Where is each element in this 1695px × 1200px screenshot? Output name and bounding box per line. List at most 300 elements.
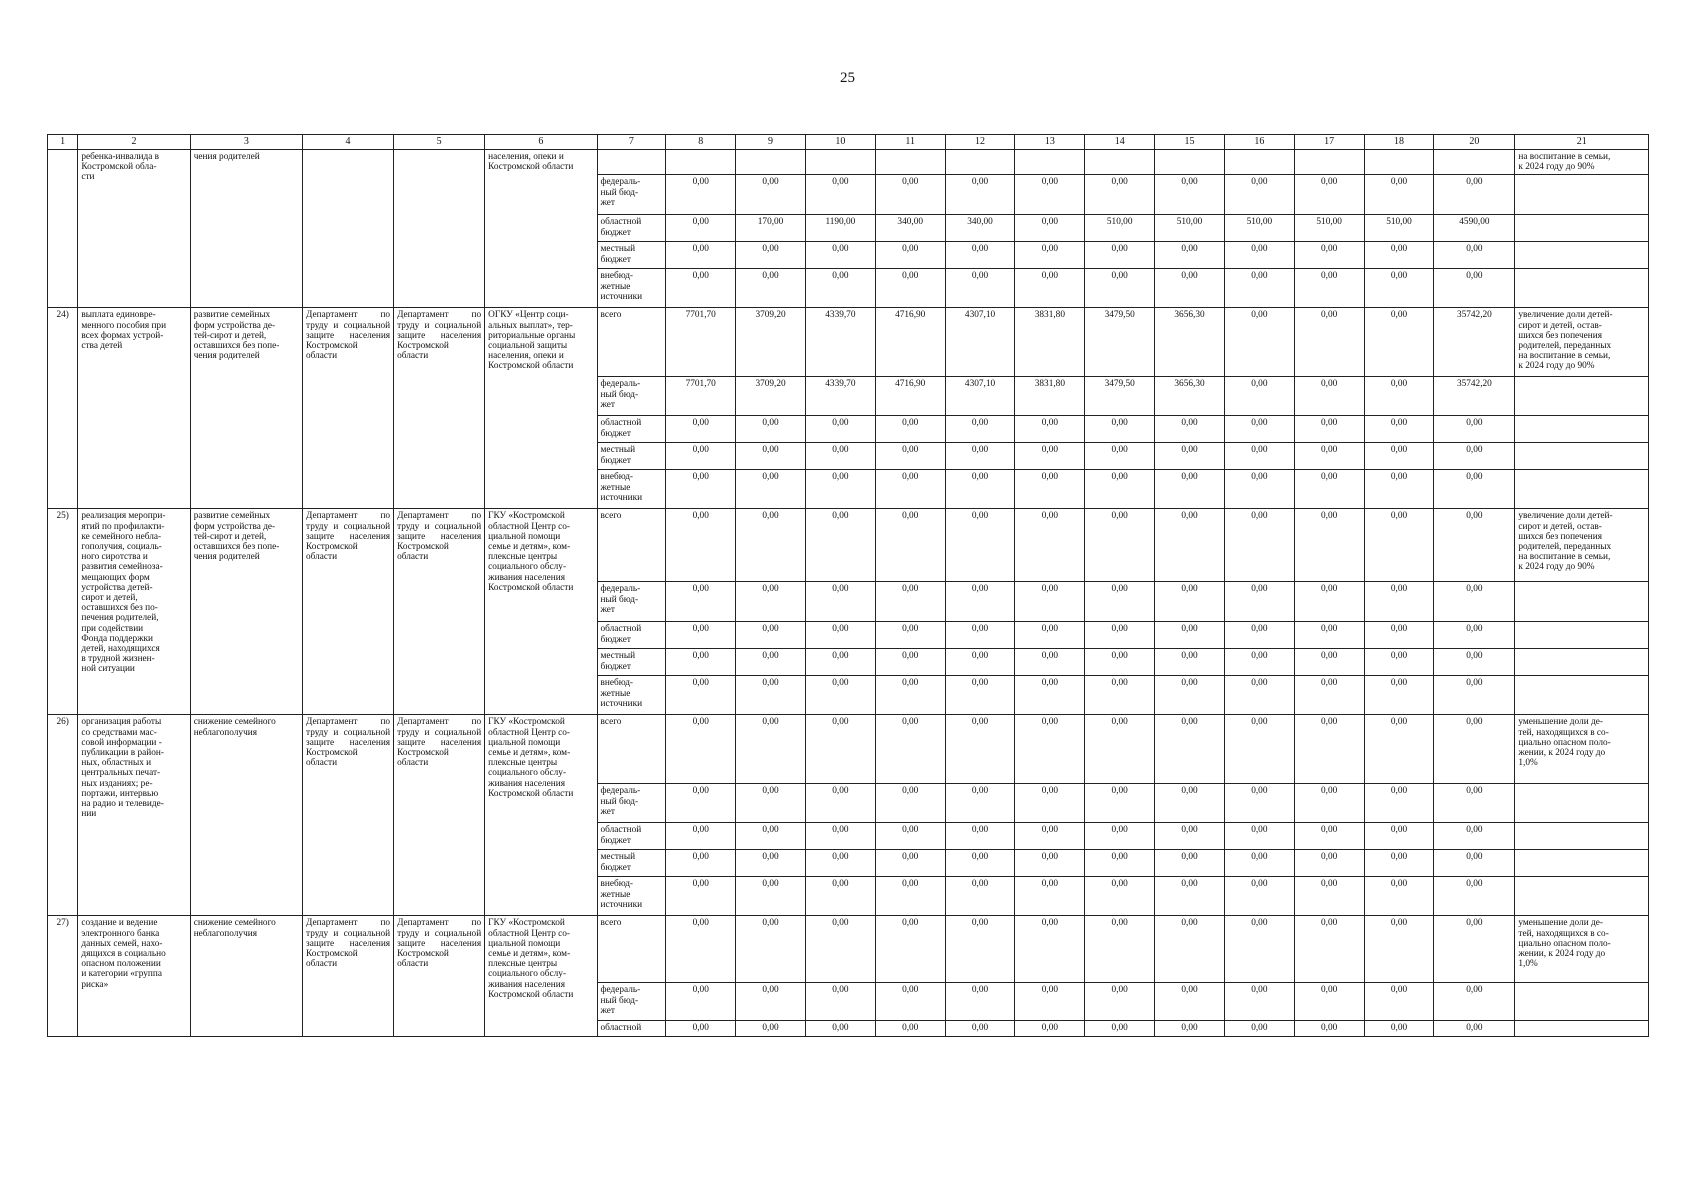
amount-cell: 0,00 xyxy=(1155,470,1225,509)
amount-cell: 0,00 xyxy=(736,649,806,676)
amount-cell: 0,00 xyxy=(736,823,806,850)
target-indicator-cell xyxy=(1515,622,1649,649)
funding-source-cell: всего xyxy=(597,715,666,784)
activity-number-cell: 27) xyxy=(48,916,78,1037)
amount-cell: 0,00 xyxy=(945,242,1015,269)
amount-cell: 0,00 xyxy=(945,983,1015,1021)
amount-cell: 0,00 xyxy=(1224,676,1294,715)
executor-cell: ГКУ «Костромской областной Центр со- циальной помощи семье и детям», ком- плексные центры социального обслу- живания населения Костромской области xyxy=(485,509,597,715)
amount-cell: 0,00 xyxy=(1224,443,1294,470)
amount-cell: 0,00 xyxy=(875,850,945,877)
amount-cell: 0,00 xyxy=(1085,1021,1155,1037)
table-row xyxy=(48,308,1649,377)
amount-cell: 0,00 xyxy=(1155,582,1225,622)
funding-source-cell: областной бюджет xyxy=(597,215,666,242)
amount-cell: 0,00 xyxy=(1294,242,1364,269)
amount-cell: 0,00 xyxy=(875,715,945,784)
amount-cell: 0,00 xyxy=(1085,649,1155,676)
amount-cell: 0,00 xyxy=(875,582,945,622)
task-cell: чения родителей xyxy=(190,150,302,308)
amount-cell: 0,00 xyxy=(1434,877,1515,916)
amount-cell: 0,00 xyxy=(1155,784,1225,823)
amount-cell: 0,00 xyxy=(736,269,806,308)
amount-cell: 0,00 xyxy=(666,470,736,509)
amount-cell: 0,00 xyxy=(736,509,806,582)
target-indicator-cell xyxy=(1515,784,1649,823)
amount-cell: 0,00 xyxy=(1224,877,1294,916)
funding-source-cell: всего xyxy=(597,509,666,582)
amount-cell: 0,00 xyxy=(805,715,875,784)
amount-cell: 0,00 xyxy=(1015,676,1085,715)
responsible-cell xyxy=(394,150,485,308)
activity-name-cell: реализация меропри- ятий по профилакти- ке семейного небла- гополучия, социаль- ного сиротства и развития семейноза- мещающих форм устройства детей- сирот и детей, оставшихся без по- печения родителей, при содействии Фонда поддержки детей, находящихся в трудной жизнен- ной ситуации xyxy=(78,509,190,715)
amount-cell: 0,00 xyxy=(1015,175,1085,215)
amount-cell: 0,00 xyxy=(1015,269,1085,308)
amount-cell: 0,00 xyxy=(805,1021,875,1037)
amount-cell xyxy=(1294,150,1364,175)
amount-cell: 0,00 xyxy=(1224,983,1294,1021)
amount-cell: 0,00 xyxy=(736,983,806,1021)
amount-cell: 0,00 xyxy=(1085,916,1155,983)
amount-cell: 0,00 xyxy=(736,242,806,269)
amount-cell: 0,00 xyxy=(666,877,736,916)
amount-cell: 0,00 xyxy=(1364,308,1434,377)
amount-cell: 0,00 xyxy=(1434,715,1515,784)
amount-cell: 0,00 xyxy=(945,715,1015,784)
column-number-cell: 14 xyxy=(1085,135,1155,150)
amount-cell xyxy=(1224,150,1294,175)
amount-cell: 0,00 xyxy=(1434,676,1515,715)
amount-cell: 3831,80 xyxy=(1015,377,1085,416)
amount-cell: 0,00 xyxy=(1085,416,1155,443)
amount-cell: 1190,00 xyxy=(805,215,875,242)
amount-cell: 3709,20 xyxy=(736,377,806,416)
amount-cell: 0,00 xyxy=(1294,877,1364,916)
amount-cell: 0,00 xyxy=(1155,443,1225,470)
amount-cell: 0,00 xyxy=(1085,443,1155,470)
amount-cell: 0,00 xyxy=(1224,850,1294,877)
amount-cell: 0,00 xyxy=(1224,622,1294,649)
amount-cell: 0,00 xyxy=(1085,269,1155,308)
amount-cell: 0,00 xyxy=(875,877,945,916)
amount-cell: 0,00 xyxy=(736,443,806,470)
amount-cell: 0,00 xyxy=(1294,416,1364,443)
amount-cell: 0,00 xyxy=(945,416,1015,443)
amount-cell: 4716,90 xyxy=(875,308,945,377)
amount-cell: 0,00 xyxy=(1434,983,1515,1021)
amount-cell: 4307,10 xyxy=(945,308,1015,377)
amount-cell: 170,00 xyxy=(736,215,806,242)
amount-cell: 0,00 xyxy=(1364,443,1434,470)
target-indicator-cell xyxy=(1515,269,1649,308)
column-number-cell: 15 xyxy=(1155,135,1225,150)
amount-cell: 0,00 xyxy=(736,784,806,823)
amount-cell: 0,00 xyxy=(875,1021,945,1037)
amount-cell: 0,00 xyxy=(1085,242,1155,269)
amount-cell: 0,00 xyxy=(666,715,736,784)
amount-cell: 0,00 xyxy=(805,676,875,715)
amount-cell: 0,00 xyxy=(1224,470,1294,509)
funding-source-cell: местный бюджет xyxy=(597,443,666,470)
amount-cell: 0,00 xyxy=(1155,850,1225,877)
activity-name-cell: создание и ведение электронного банка данных семей, нахо- дящихся в социально опасном положении и категории «группа риска» xyxy=(78,916,190,1037)
amount-cell: 0,00 xyxy=(666,983,736,1021)
amount-cell: 0,00 xyxy=(1015,715,1085,784)
amount-cell: 0,00 xyxy=(1434,509,1515,582)
column-number-cell: 6 xyxy=(485,135,597,150)
amount-cell: 3656,30 xyxy=(1155,308,1225,377)
amount-cell: 0,00 xyxy=(945,582,1015,622)
amount-cell: 0,00 xyxy=(805,242,875,269)
amount-cell: 0,00 xyxy=(666,622,736,649)
amount-cell: 0,00 xyxy=(1085,715,1155,784)
funding-source-cell xyxy=(597,150,666,175)
amount-cell: 0,00 xyxy=(666,175,736,215)
amount-cell: 0,00 xyxy=(875,622,945,649)
amount-cell: 0,00 xyxy=(1364,377,1434,416)
amount-cell: 0,00 xyxy=(805,983,875,1021)
amount-cell: 0,00 xyxy=(1224,269,1294,308)
amount-cell: 0,00 xyxy=(1434,242,1515,269)
amount-cell: 3479,50 xyxy=(1085,377,1155,416)
amount-cell: 0,00 xyxy=(1155,242,1225,269)
amount-cell: 340,00 xyxy=(945,215,1015,242)
program-activities-table xyxy=(47,134,1649,1037)
target-indicator-cell: уменьшение доли де- тей, находящихся в со- циально опасном поло- жении, к 2024 году до 1,0% xyxy=(1515,715,1649,784)
amount-cell: 0,00 xyxy=(1224,649,1294,676)
funding-source-cell: всего xyxy=(597,308,666,377)
amount-cell: 0,00 xyxy=(736,582,806,622)
coexecutor-cell xyxy=(303,150,394,308)
amount-cell: 0,00 xyxy=(736,850,806,877)
amount-cell: 0,00 xyxy=(1015,470,1085,509)
amount-cell: 0,00 xyxy=(875,416,945,443)
amount-cell: 0,00 xyxy=(1085,175,1155,215)
amount-cell: 510,00 xyxy=(1155,215,1225,242)
coexecutor-cell: Департамент по труду и социальной защите населения Костромской области xyxy=(303,509,394,715)
funding-source-cell: федераль- ный бюд- жет xyxy=(597,582,666,622)
amount-cell: 0,00 xyxy=(736,416,806,443)
amount-cell: 4339,70 xyxy=(805,377,875,416)
amount-cell: 0,00 xyxy=(1294,850,1364,877)
amount-cell: 0,00 xyxy=(666,649,736,676)
amount-cell: 0,00 xyxy=(805,622,875,649)
amount-cell: 0,00 xyxy=(805,269,875,308)
amount-cell: 0,00 xyxy=(1015,443,1085,470)
amount-cell: 0,00 xyxy=(1155,877,1225,916)
target-indicator-cell xyxy=(1515,416,1649,443)
target-indicator-cell xyxy=(1515,242,1649,269)
amount-cell: 0,00 xyxy=(805,850,875,877)
amount-cell: 0,00 xyxy=(1224,784,1294,823)
executor-cell: ГКУ «Костромской областной Центр со- циальной помощи семье и детям», ком- плексные центры социального обслу- живания населения Костромской области xyxy=(485,916,597,1037)
amount-cell: 0,00 xyxy=(945,850,1015,877)
amount-cell: 0,00 xyxy=(1294,443,1364,470)
amount-cell: 0,00 xyxy=(1294,916,1364,983)
executor-cell: ОГКУ «Центр соци- альных выплат», тер- риториальные органы социальной защиты населения, опеки и Костромской области xyxy=(485,308,597,509)
amount-cell: 0,00 xyxy=(945,649,1015,676)
amount-cell xyxy=(1015,150,1085,175)
amount-cell: 0,00 xyxy=(1085,784,1155,823)
amount-cell: 0,00 xyxy=(945,1021,1015,1037)
page-number: 25 xyxy=(840,70,855,86)
funding-source-cell: местный бюджет xyxy=(597,850,666,877)
amount-cell: 0,00 xyxy=(1364,582,1434,622)
column-number-cell: 21 xyxy=(1515,135,1649,150)
amount-cell: 0,00 xyxy=(1364,850,1434,877)
amount-cell: 0,00 xyxy=(805,916,875,983)
amount-cell: 0,00 xyxy=(666,509,736,582)
target-indicator-cell xyxy=(1515,676,1649,715)
amount-cell: 0,00 xyxy=(1364,649,1434,676)
amount-cell: 0,00 xyxy=(945,443,1015,470)
amount-cell: 3709,20 xyxy=(736,308,806,377)
funding-source-cell: областной бюджет xyxy=(597,416,666,443)
amount-cell: 0,00 xyxy=(1015,649,1085,676)
amount-cell: 0,00 xyxy=(875,823,945,850)
amount-cell: 0,00 xyxy=(1364,470,1434,509)
funding-source-cell: внебюд- жетные источники xyxy=(597,269,666,308)
amount-cell: 0,00 xyxy=(1294,470,1364,509)
amount-cell: 0,00 xyxy=(875,983,945,1021)
funding-source-cell: всего xyxy=(597,916,666,983)
column-number-cell: 2 xyxy=(78,135,190,150)
amount-cell: 510,00 xyxy=(1085,215,1155,242)
amount-cell: 0,00 xyxy=(1015,877,1085,916)
amount-cell: 0,00 xyxy=(1015,242,1085,269)
amount-cell: 0,00 xyxy=(1015,582,1085,622)
amount-cell: 0,00 xyxy=(1155,175,1225,215)
amount-cell: 0,00 xyxy=(1155,509,1225,582)
amount-cell: 0,00 xyxy=(736,916,806,983)
target-indicator-cell xyxy=(1515,215,1649,242)
executor-cell: ГКУ «Костромской областной Центр со- циальной помощи семье и детям», ком- плексные центры социального обслу- живания населения Костромской области xyxy=(485,715,597,916)
amount-cell: 0,00 xyxy=(945,175,1015,215)
amount-cell xyxy=(736,150,806,175)
amount-cell: 0,00 xyxy=(1155,416,1225,443)
activity-number-cell xyxy=(48,150,78,308)
target-indicator-cell xyxy=(1515,1021,1649,1037)
amount-cell: 4590,00 xyxy=(1434,215,1515,242)
amount-cell: 0,00 xyxy=(1364,175,1434,215)
amount-cell: 0,00 xyxy=(1294,823,1364,850)
amount-cell xyxy=(1364,150,1434,175)
amount-cell: 0,00 xyxy=(805,509,875,582)
amount-cell: 0,00 xyxy=(1294,308,1364,377)
activity-name-cell: выплата единовре- менного пособия при всех формах устрой- ства детей xyxy=(78,308,190,509)
amount-cell: 0,00 xyxy=(1155,916,1225,983)
amount-cell: 0,00 xyxy=(1085,983,1155,1021)
amount-cell: 0,00 xyxy=(805,443,875,470)
amount-cell: 0,00 xyxy=(1364,916,1434,983)
amount-cell: 0,00 xyxy=(1294,269,1364,308)
column-number-cell: 18 xyxy=(1364,135,1434,150)
target-indicator-cell: увеличение доли детей- сирот и детей, остав- шихся без попечения родителей, переданных на воспитание в семьи, к 2024 году до 90% xyxy=(1515,509,1649,582)
amount-cell: 0,00 xyxy=(875,916,945,983)
amount-cell xyxy=(805,150,875,175)
responsible-cell: Департамент по труду и социальной защите населения Костромской области xyxy=(394,916,485,1037)
amount-cell: 0,00 xyxy=(1364,983,1434,1021)
executor-cell: населения, опеки и Костромской области xyxy=(485,150,597,308)
amount-cell: 0,00 xyxy=(1224,308,1294,377)
amount-cell: 0,00 xyxy=(1155,649,1225,676)
amount-cell: 0,00 xyxy=(1364,676,1434,715)
amount-cell: 0,00 xyxy=(1294,715,1364,784)
amount-cell: 0,00 xyxy=(1155,1021,1225,1037)
funding-source-cell: федераль- ный бюд- жет xyxy=(597,784,666,823)
amount-cell: 0,00 xyxy=(1015,622,1085,649)
amount-cell xyxy=(1434,150,1515,175)
funding-source-cell: федераль- ный бюд- жет xyxy=(597,377,666,416)
amount-cell: 0,00 xyxy=(1015,823,1085,850)
column-number-cell: 10 xyxy=(805,135,875,150)
target-indicator-cell xyxy=(1515,582,1649,622)
amount-cell: 0,00 xyxy=(666,676,736,715)
target-indicator-cell xyxy=(1515,850,1649,877)
amount-cell: 0,00 xyxy=(945,916,1015,983)
amount-cell: 35742,20 xyxy=(1434,377,1515,416)
amount-cell: 0,00 xyxy=(1155,983,1225,1021)
amount-cell: 510,00 xyxy=(1224,215,1294,242)
task-cell: снижение семейного неблагополучия xyxy=(190,715,302,916)
amount-cell: 0,00 xyxy=(945,784,1015,823)
amount-cell: 0,00 xyxy=(666,784,736,823)
amount-cell: 0,00 xyxy=(875,470,945,509)
task-cell: снижение семейного неблагополучия xyxy=(190,916,302,1037)
amount-cell: 0,00 xyxy=(736,175,806,215)
amount-cell xyxy=(1085,150,1155,175)
table-row xyxy=(48,916,1649,983)
amount-cell: 0,00 xyxy=(1434,649,1515,676)
amount-cell: 0,00 xyxy=(875,509,945,582)
amount-cell: 0,00 xyxy=(1085,622,1155,649)
amount-cell: 0,00 xyxy=(1294,676,1364,715)
amount-cell xyxy=(666,150,736,175)
amount-cell: 35742,20 xyxy=(1434,308,1515,377)
amount-cell: 0,00 xyxy=(805,582,875,622)
amount-cell: 0,00 xyxy=(1224,377,1294,416)
column-number-cell: 13 xyxy=(1015,135,1085,150)
funding-source-cell: федераль- ный бюд- жет xyxy=(597,175,666,215)
amount-cell: 0,00 xyxy=(666,443,736,470)
amount-cell: 0,00 xyxy=(1364,877,1434,916)
target-indicator-cell: увеличение доли детей- сирот и детей, остав- шихся без попечения родителей, переданных на воспитание в семьи, к 2024 году до 90% xyxy=(1515,308,1649,377)
amount-cell: 0,00 xyxy=(945,823,1015,850)
amount-cell: 0,00 xyxy=(1364,242,1434,269)
target-indicator-cell xyxy=(1515,823,1649,850)
column-number-cell: 8 xyxy=(666,135,736,150)
amount-cell: 0,00 xyxy=(666,916,736,983)
coexecutor-cell: Департамент по труду и социальной защите населения Костромской области xyxy=(303,715,394,916)
amount-cell: 0,00 xyxy=(1364,509,1434,582)
amount-cell: 0,00 xyxy=(1434,850,1515,877)
column-number-cell: 16 xyxy=(1224,135,1294,150)
amount-cell: 0,00 xyxy=(875,649,945,676)
amount-cell: 0,00 xyxy=(1364,823,1434,850)
column-number-cell: 3 xyxy=(190,135,302,150)
amount-cell: 0,00 xyxy=(1015,215,1085,242)
amount-cell: 0,00 xyxy=(1085,850,1155,877)
target-indicator-cell xyxy=(1515,877,1649,916)
amount-cell: 0,00 xyxy=(666,242,736,269)
amount-cell: 7701,70 xyxy=(666,377,736,416)
column-number-cell: 11 xyxy=(875,135,945,150)
amount-cell: 3479,50 xyxy=(1085,308,1155,377)
target-indicator-cell: уменьшение доли де- тей, находящихся в со- циально опасном поло- жении, к 2024 году до 1,0% xyxy=(1515,916,1649,983)
responsible-cell: Департамент по труду и социальной защите населения Костромской области xyxy=(394,715,485,916)
column-number-cell: 12 xyxy=(945,135,1015,150)
funding-source-cell: внебюд- жетные источники xyxy=(597,877,666,916)
amount-cell: 0,00 xyxy=(1294,1021,1364,1037)
amount-cell: 0,00 xyxy=(1224,1021,1294,1037)
amount-cell: 0,00 xyxy=(666,823,736,850)
amount-cell: 0,00 xyxy=(1224,916,1294,983)
responsible-cell: Департамент по труду и социальной защите населения Костромской области xyxy=(394,509,485,715)
amount-cell: 0,00 xyxy=(1085,877,1155,916)
amount-cell: 0,00 xyxy=(875,242,945,269)
amount-cell xyxy=(1155,150,1225,175)
amount-cell: 0,00 xyxy=(736,470,806,509)
amount-cell: 0,00 xyxy=(1294,649,1364,676)
amount-cell: 0,00 xyxy=(805,784,875,823)
amount-cell xyxy=(875,150,945,175)
amount-cell: 0,00 xyxy=(1294,622,1364,649)
amount-cell: 0,00 xyxy=(945,509,1015,582)
amount-cell: 0,00 xyxy=(1224,416,1294,443)
amount-cell: 0,00 xyxy=(805,175,875,215)
amount-cell: 0,00 xyxy=(945,269,1015,308)
coexecutor-cell: Департамент по труду и социальной защите населения Костромской области xyxy=(303,308,394,509)
activity-name-cell: ребенка-инвалида в Костромской обла- сти xyxy=(78,150,190,308)
amount-cell: 0,00 xyxy=(805,649,875,676)
funding-source-cell: местный бюджет xyxy=(597,242,666,269)
funding-source-cell: областной бюджет xyxy=(597,823,666,850)
amount-cell: 0,00 xyxy=(1434,823,1515,850)
activity-number-cell: 25) xyxy=(48,509,78,715)
column-number-cell: 4 xyxy=(303,135,394,150)
amount-cell: 0,00 xyxy=(805,470,875,509)
table-row xyxy=(48,509,1649,582)
amount-cell: 0,00 xyxy=(1015,416,1085,443)
amount-cell: 0,00 xyxy=(945,676,1015,715)
amount-cell: 4716,90 xyxy=(875,377,945,416)
amount-cell: 0,00 xyxy=(875,443,945,470)
activity-number-cell: 26) xyxy=(48,715,78,916)
table-body xyxy=(48,135,1649,1037)
amount-cell: 0,00 xyxy=(1085,470,1155,509)
amount-cell: 0,00 xyxy=(1155,676,1225,715)
amount-cell: 0,00 xyxy=(1434,470,1515,509)
amount-cell: 0,00 xyxy=(945,470,1015,509)
amount-cell: 0,00 xyxy=(1434,582,1515,622)
amount-cell: 0,00 xyxy=(1224,242,1294,269)
target-indicator-cell xyxy=(1515,649,1649,676)
amount-cell: 0,00 xyxy=(1085,509,1155,582)
activity-name-cell: организация работы со средствами мас- совой информации - публикации в район- ных, областных и центральных печат- ных изданиях; ре- портажи, интервью на радио и телевиде- нии xyxy=(78,715,190,916)
amount-cell: 0,00 xyxy=(1015,1021,1085,1037)
funding-source-cell: внебюд- жетные источники xyxy=(597,676,666,715)
amount-cell: 0,00 xyxy=(1294,377,1364,416)
coexecutor-cell: Департамент по труду и социальной защите населения Костромской области xyxy=(303,916,394,1037)
column-number-cell: 7 xyxy=(597,135,666,150)
amount-cell: 0,00 xyxy=(1085,823,1155,850)
task-cell: развитие семейных форм устройства де- тей-сирот и детей, оставшихся без попе- чения родителей xyxy=(190,509,302,715)
amount-cell: 0,00 xyxy=(736,1021,806,1037)
amount-cell: 0,00 xyxy=(666,269,736,308)
amount-cell: 0,00 xyxy=(1155,269,1225,308)
target-indicator-cell xyxy=(1515,983,1649,1021)
amount-cell: 0,00 xyxy=(666,850,736,877)
